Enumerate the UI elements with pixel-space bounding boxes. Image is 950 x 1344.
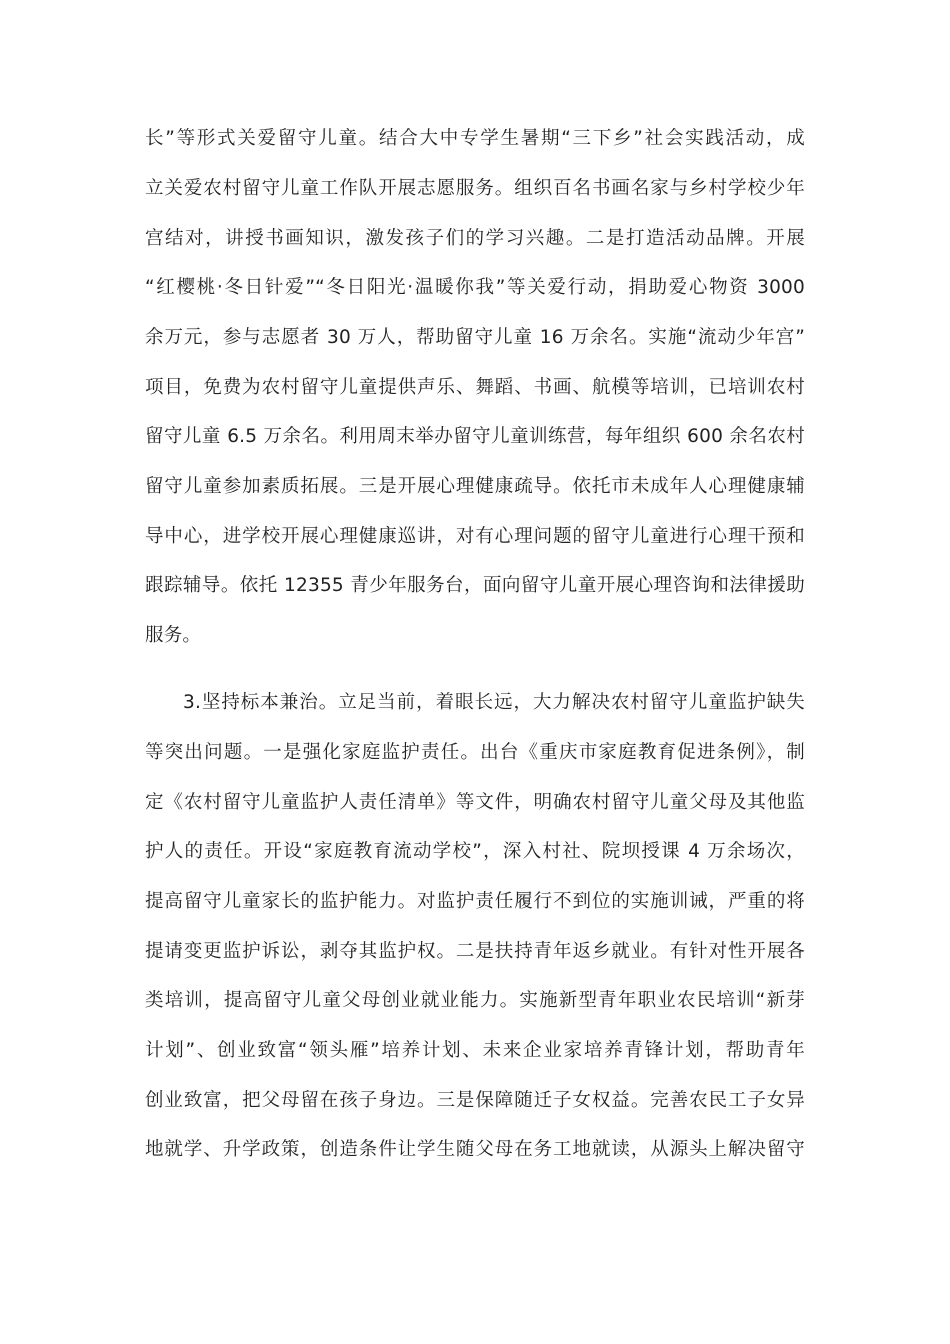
text-line: 护人的责任。开设“家庭教育流动学校”，深入村社、院坝授课 4 万余场次， [145,841,805,862]
text-line: 创业致富，把父母留在孩子身边。三是保障随迁子女权益。完善农民工子女异 [145,1090,805,1111]
text-line: 地就学、升学政策，创造条件让学生随父母在务工地就读，从源头上解决留守 [145,1139,805,1160]
text-line: 提高留守儿童家长的监护能力。对监护责任履行不到位的实施训诫，严重的将 [145,891,805,912]
text-line: “红樱桃·冬日针爱”“冬日阳光·温暖你我”等关爱行动，捐助爱心物资 3000 [145,277,805,298]
text-line: 类培训，提高留守儿童父母创业就业能力。实施新型青年职业农民培训“新芽 [145,990,805,1011]
text-line: 跟踪辅导。依托 12355 青少年服务台，面向留守儿童开展心理咨询和法律援助 [145,575,805,596]
text-line: 导中心，进学校开展心理健康巡讲，对有心理问题的留守儿童进行心理干预和 [145,526,805,547]
text-line: 长”等形式关爱留守儿童。结合大中专学生暑期“三下乡”社会实践活动，成 [145,128,805,149]
text-line: 定《农村留守儿童监护人责任清单》等文件，明确农村留守儿童父母及其他监 [145,792,805,813]
text-line: 服务。 [145,625,202,646]
text-line: 立关爱农村留守儿童工作队开展志愿服务。组织百名书画名家与乡村学校少年 [145,178,805,199]
text-line: 留守儿童参加素质拓展。三是开展心理健康疏导。依托市未成年人心理健康辅 [145,476,805,497]
text-line: 宫结对，讲授书画知识，激发孩子们的学习兴趣。二是打造活动品牌。开展 [145,228,805,249]
text-line: 提请变更监护诉讼，剥夺其监护权。二是扶持青年返乡就业。有针对性开展各 [145,941,805,962]
text-line: 留守儿童 6.5 万余名。利用周末举办留守儿童训练营，每年组织 600 余名农村 [145,426,805,447]
text-line: 项目，免费为农村留守儿童提供声乐、舞蹈、书画、航模等培训，已培训农村 [145,377,805,398]
text-line: 等突出问题。一是强化家庭监护责任。出台《重庆市家庭教育促进条例》，制 [145,742,805,763]
text-line: 余万元，参与志愿者 30 万人，帮助留守儿童 16 万余名。实施“流动少年宫” [145,327,805,348]
text-line: 计划”、创业致富“领头雁”培养计划、未来企业家培养青锋计划，帮助青年 [145,1040,805,1061]
text-line: 3.坚持标本兼治。立足当前，着眼长远，大力解决农村留守儿童监护缺失 [183,692,805,713]
